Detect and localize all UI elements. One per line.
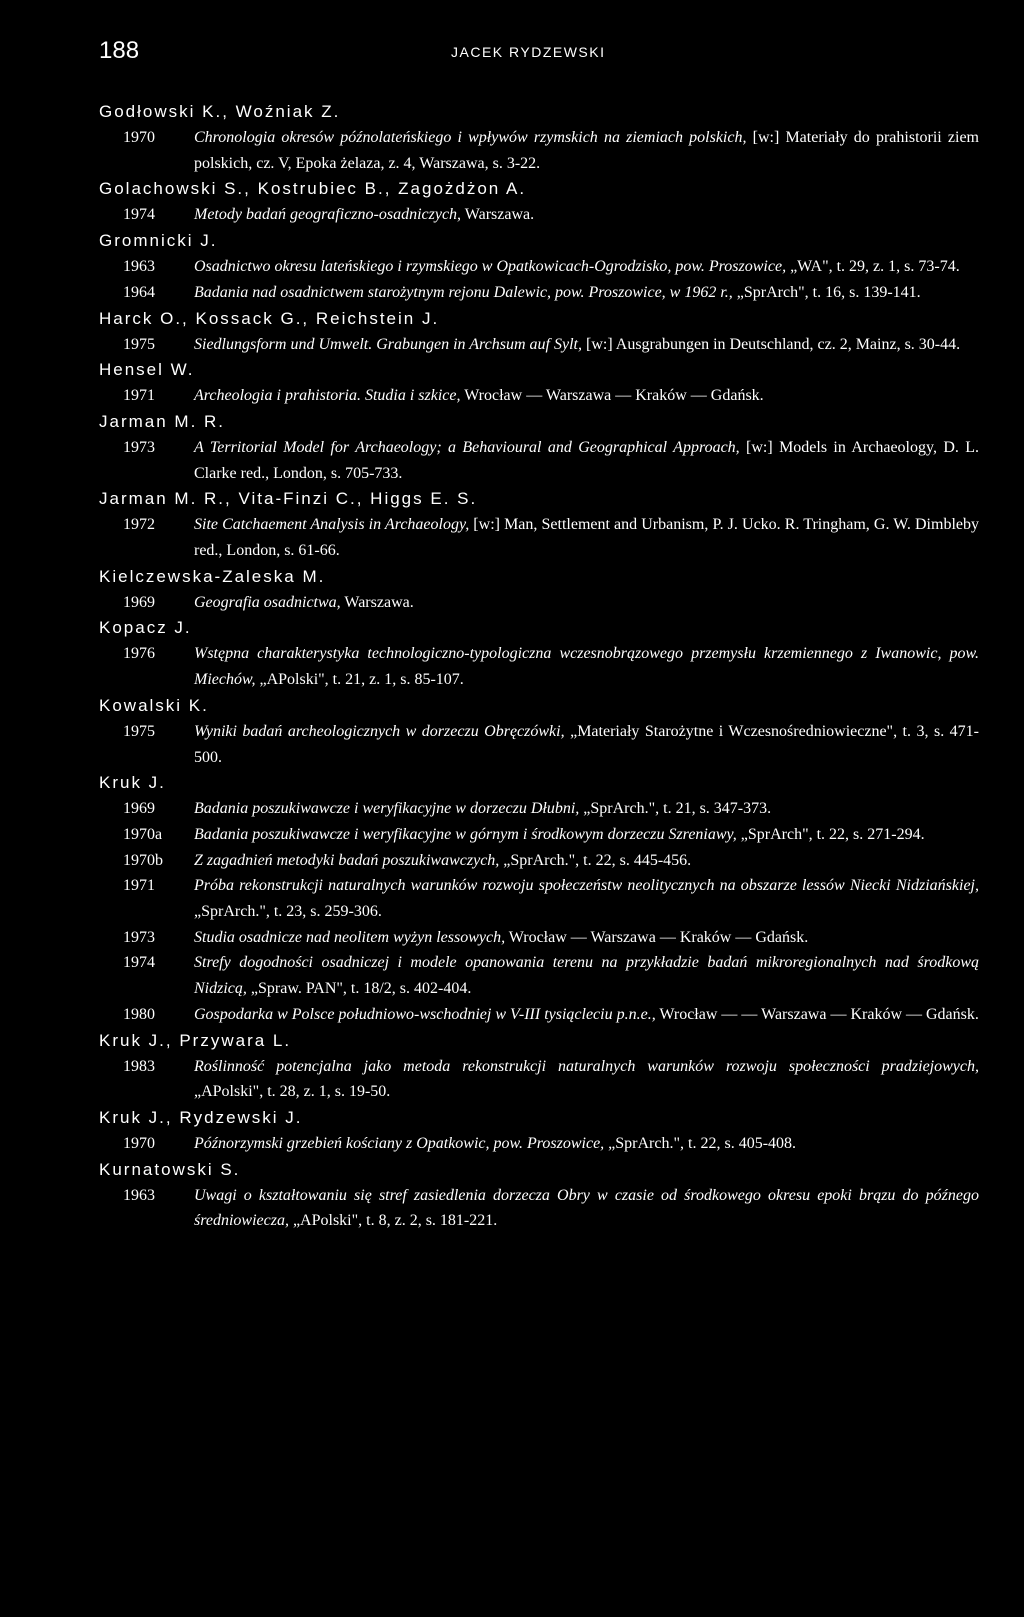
- author-name: Jarman M. R.: [99, 411, 226, 431]
- author-group: [99, 615, 979, 692]
- author-group: [99, 409, 979, 486]
- entry-text: [194, 873, 979, 924]
- entry-title: Strefy dogodności osadniczej i modele opanowania terenu na przykładzie badań mikroregionalnych nad środkową Nidzicą,: [194, 954, 979, 998]
- author-name: Jarman M. R., Vita-Finzi C., Higgs E. S.: [99, 489, 478, 509]
- entry-text: [194, 1002, 979, 1028]
- entry-publication: [w:] Models in Archaeology, D. L. Clarke red., London, s. 705-733.: [194, 438, 980, 482]
- entry-title: Site Catchaement Analysis in Archaeology,: [194, 516, 470, 534]
- entry-publication: [w:] Materiały do prahistorii ziem polskich, cz. V, Epoka żelaza, z. 4, Warszawa, s. 3-22.: [194, 129, 979, 172]
- bibliography-entry: [99, 1054, 979, 1105]
- entry-title: Roślinność potencjalna jako metoda rekonstrukcji naturalnych warunków rozwoju społeczności pradziejowych,: [194, 1057, 979, 1075]
- bibliography-entry: [99, 796, 979, 822]
- entry-title: Wstępna charakterystyka technologiczno-typologiczna wczesnobrązowego przemysłu krzemiennego z Iwanowic, pow. Miechów,: [194, 645, 979, 689]
- entry-publication: Wrocław — Warszawa — Kraków — Gdańsk.: [505, 928, 809, 946]
- bibliography-entry: [99, 925, 979, 951]
- entry-publication: „WA", t. 29, z. 1, s. 73-74.: [786, 258, 960, 276]
- entry-text: [194, 1131, 979, 1157]
- entry-publication: Wrocław — Warszawa — Kraków — Gdańsk.: [460, 387, 764, 405]
- entry-year: 1969: [123, 800, 155, 818]
- entry-text: [194, 719, 979, 770]
- entry-text: [194, 125, 979, 176]
- entry-year: 1976: [123, 645, 155, 663]
- bibliography-entry: [99, 848, 979, 874]
- author-name: Kurnatowski S.: [99, 1159, 241, 1179]
- entry-publication: „Spraw. PAN", t. 18/2, s. 402-404.: [246, 980, 472, 998]
- bibliography-entry: [99, 873, 979, 924]
- author-group: [99, 1157, 979, 1234]
- entry-text: [194, 332, 979, 358]
- author-name: Kopacz J.: [99, 618, 192, 638]
- entry-publication: „APolski", t. 28, z. 1, s. 19-50.: [194, 1083, 391, 1101]
- author-name: Godłowski K., Woźniak Z.: [99, 102, 341, 121]
- entry-year: 1970b: [123, 851, 163, 869]
- entry-text: [194, 280, 979, 306]
- author-group: [99, 564, 979, 616]
- entry-title: Osadnictwo okresu lateńskiego i rzymskiego w Opatkowicach-Ogrodzisko, pow. Proszowice,: [194, 258, 787, 276]
- entry-publication: [w:] Man, Settlement and Urbanism, P. J. Ucko. R. Tringham, G. W. Dimbleby red., London, s. 61-66.: [194, 516, 979, 560]
- entry-year: 1983: [123, 1057, 155, 1075]
- author-group: [99, 306, 979, 358]
- author-name: Kielczewska-Zaleska M.: [99, 566, 326, 586]
- entry-title: Badania nad osadnictwem starożytnym rejonu Dalewic, pow. Proszowice, w 1962 r.,: [194, 283, 733, 301]
- entry-publication: Warszawa.: [340, 593, 414, 611]
- entry-title: Badania poszukiwawcze i weryfikacyjne w górnym i środkowym dorzeczu Szreniawy,: [194, 825, 737, 843]
- entry-publication: Warszawa.: [461, 206, 535, 224]
- bibliography-entry: [99, 512, 979, 563]
- entry-title: Badania poszukiwawcze i weryfikacyjne w dorzeczu Dłubni,: [194, 800, 580, 818]
- entry-publication: „SprArch.", t. 21, s. 347-373.: [579, 800, 772, 818]
- author-group: [99, 228, 979, 305]
- entry-title: Studia osadnicze nad neolitem wyżyn lessowych,: [194, 928, 506, 946]
- entry-year: 1970a: [123, 825, 163, 843]
- entry-year: 1969: [123, 593, 155, 611]
- entry-year: 1963: [123, 258, 155, 276]
- entry-text: [194, 254, 979, 280]
- bibliography-entry: [99, 332, 979, 358]
- entry-text: [194, 950, 979, 1001]
- entry-title: Metody badań geograficzno-osadniczych,: [194, 206, 462, 224]
- entry-text: [194, 1054, 979, 1105]
- entry-text: [194, 512, 979, 563]
- entry-title: Siedlungsform und Umwelt. Grabungen in Archsum auf Sylt,: [194, 335, 582, 353]
- entry-publication: „Materiały Starożytne i Wczesnośredniowieczne", t. 3, s. 471-500.: [194, 722, 980, 766]
- entry-publication: „SprArch", t. 22, s. 271-294.: [736, 825, 925, 843]
- author-name: Kowalski K.: [99, 695, 209, 715]
- author-group: [99, 1028, 979, 1105]
- entry-title: A Territorial Model for Archaeology; a Behavioural and Geographical Approach,: [194, 438, 740, 456]
- bibliography-entry: [99, 1002, 979, 1028]
- bibliography-list: [99, 99, 979, 1234]
- entry-text: [194, 202, 979, 228]
- entry-publication: „APolski", t. 8, z. 2, s. 181-221.: [288, 1212, 498, 1230]
- bibliography-entry: [99, 435, 979, 486]
- author-name: Gromnicki J.: [99, 231, 218, 251]
- author-group: [99, 99, 979, 176]
- entry-year: 1970: [123, 1134, 155, 1152]
- bibliography-entry: [99, 822, 979, 848]
- entry-year: 1972: [123, 516, 155, 534]
- entry-title: Archeologia i prahistoria. Studia i szkice,: [194, 387, 461, 405]
- entry-year: 1974: [123, 206, 155, 224]
- entry-year: 1974: [123, 954, 155, 972]
- bibliography-entry: [99, 202, 979, 228]
- entry-title: Uwagi o kształtowaniu się stref zasiedlenia dorzecza Obry w czasie od środkowego okresu epoki brązu do późnego średniowiecza,: [194, 1186, 979, 1230]
- entry-text: [194, 848, 979, 874]
- running-head: JACEK RYDZEWSKI: [451, 44, 606, 60]
- bibliography-entry: [99, 125, 979, 176]
- entry-title: Geografia osadnictwa,: [194, 593, 341, 611]
- entry-text: [194, 925, 979, 951]
- entry-text: [194, 590, 979, 616]
- entry-year: 1973: [123, 438, 155, 456]
- author-name: Kruk J., Rydzewski J.: [99, 1107, 303, 1127]
- entry-year: 1975: [123, 335, 155, 353]
- entry-text: [194, 435, 979, 486]
- bibliography-entry: [99, 254, 979, 280]
- bibliography-entry: [99, 1183, 979, 1234]
- entry-publication: „SprArch.", t. 22, s. 405-408.: [604, 1134, 797, 1152]
- entry-text: [194, 641, 979, 692]
- entry-title: Wyniki badań archeologicznych w dorzeczu Obręczówki,: [194, 722, 565, 740]
- author-name: Kruk J.: [99, 773, 166, 793]
- bibliography-entry: [99, 641, 979, 692]
- author-name: Hensel W.: [99, 360, 195, 380]
- page-number: 188: [99, 37, 140, 64]
- entry-publication: „SprArch", t. 16, s. 139-141.: [732, 283, 921, 301]
- entry-title: Chronologia okresów późnolateńskiego i wpływów rzymskich na ziemiach polskich,: [194, 129, 747, 146]
- author-group: [99, 357, 979, 409]
- entry-year: 1980: [123, 1005, 155, 1023]
- entry-title: Gospodarka w Polsce południowo-wschodniej w V-III tysiącleciu p.n.e.,: [194, 1005, 656, 1023]
- entry-year: 1971: [123, 877, 155, 895]
- page-header: [99, 36, 939, 66]
- entry-title: Próba rekonstrukcji naturalnych warunków rozwoju społeczeństw neolitycznych na obszarze lessów Niecki Nidziańskiej,: [194, 877, 979, 895]
- entry-year: 1973: [123, 928, 155, 946]
- bibliography-entry: [99, 383, 979, 409]
- author-group: [99, 770, 979, 1027]
- entry-publication: Wrocław — — Warszawa — Kraków — Gdańsk.: [655, 1005, 979, 1023]
- author-group: [99, 176, 979, 228]
- entry-title: Późnorzymski grzebień kościany z Opatkowic, pow. Proszowice,: [194, 1134, 605, 1152]
- entry-year: 1963: [123, 1186, 155, 1204]
- bibliography-entry: [99, 1131, 979, 1157]
- bibliography-entry: [99, 719, 979, 770]
- author-group: [99, 1105, 979, 1157]
- entry-year: 1970: [123, 129, 155, 146]
- author-name: Harck O., Kossack G., Reichstein J.: [99, 308, 440, 328]
- entry-year: 1964: [123, 283, 155, 301]
- author-name: Kruk J., Przywara L.: [99, 1030, 292, 1050]
- entry-text: [194, 796, 979, 822]
- entry-text: [194, 383, 979, 409]
- entry-publication: [w:] Ausgrabungen in Deutschland, cz. 2, Mainz, s. 30-44.: [581, 335, 961, 353]
- author-group: [99, 486, 979, 563]
- entry-publication: „SprArch.", t. 23, s. 259-306.: [194, 903, 382, 921]
- entry-publication: „APolski", t. 21, z. 1, s. 85-107.: [255, 671, 464, 689]
- bibliography-entry: [99, 950, 979, 1001]
- entry-text: [194, 1183, 979, 1234]
- entry-year: 1975: [123, 722, 155, 740]
- entry-year: 1971: [123, 387, 155, 405]
- author-group: [99, 693, 979, 770]
- bibliography-entry: [99, 590, 979, 616]
- entry-publication: „SprArch.", t. 22, s. 445-456.: [499, 851, 692, 869]
- bibliography-entry: [99, 280, 979, 306]
- entry-text: [194, 822, 979, 848]
- entry-title: Z zagadnień metodyki badań poszukiwawczych,: [194, 851, 500, 869]
- author-name: Golachowski S., Kostrubiec B., Zagożdżon A.: [99, 179, 527, 199]
